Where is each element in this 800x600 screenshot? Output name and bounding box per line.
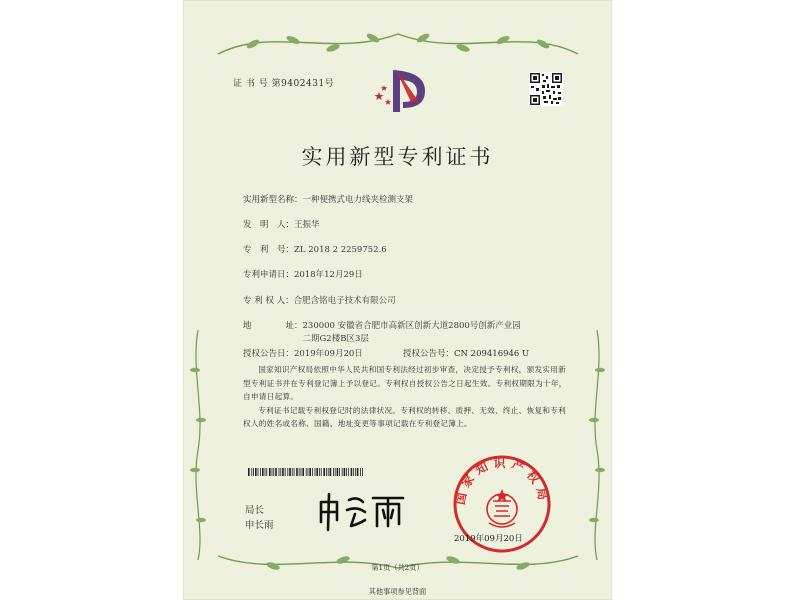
address-line-1: 230000 安徽省合肥市高新区创新大道2800号创新产业园 bbox=[302, 321, 521, 331]
field-label: 授权公告日： bbox=[243, 349, 295, 359]
patent-number-value: ZL 2018 2 2259752.6 bbox=[294, 245, 387, 255]
barcode bbox=[248, 468, 363, 476]
vine-border-top bbox=[213, 24, 583, 60]
filing-date-field bbox=[243, 268, 363, 280]
seal-date: 2019年09月20日 bbox=[454, 534, 523, 544]
publication-number-value: CN 209416946 U bbox=[454, 349, 530, 359]
handwritten-signature bbox=[313, 490, 408, 532]
vine-border-right bbox=[588, 330, 606, 560]
address-field bbox=[243, 320, 521, 346]
certificate-number: 证 书 号 第9402431号 bbox=[233, 79, 335, 89]
utility-model-name-value: 一种便携式电力线夹检测支架 bbox=[302, 195, 414, 205]
signatory-block bbox=[245, 503, 274, 533]
patent-number-field bbox=[243, 243, 387, 255]
field-label: 发 明 人： bbox=[243, 220, 295, 230]
signatory-name: 申长雨 bbox=[245, 520, 274, 531]
cnipa-logo-icon bbox=[373, 62, 429, 118]
patentee-value: 合肥含铭电子技术有限公司 bbox=[293, 296, 396, 306]
field-label: 地 址： bbox=[243, 321, 303, 331]
field-label: 专 利 号： bbox=[243, 245, 295, 255]
inventor-field bbox=[243, 218, 320, 230]
utility-model-name-field bbox=[243, 193, 413, 205]
certificate-page bbox=[183, 0, 612, 600]
certificate-title: 实用新型专利证书 bbox=[301, 145, 494, 169]
certificate-body-text bbox=[243, 363, 573, 431]
filing-date-value: 2018年12月29日 bbox=[294, 270, 363, 280]
field-label: 专利申请日： bbox=[243, 270, 295, 280]
vine-border-left bbox=[189, 330, 207, 560]
field-label: 专 利 权 人： bbox=[243, 296, 294, 306]
page-indicator: 第1页（共2页） bbox=[371, 563, 424, 572]
grant-date-field bbox=[243, 347, 363, 359]
field-label: 实用新型名称： bbox=[243, 195, 303, 205]
paragraph-grant-notice: 国家知识产权局依照中华人民共和国专利法经过初步审查，决定授予专利权，颁发实用新型专利证书并在专利登记簿上予以登记。专利权自授权公告之日起生效。专利权期限为十年，自申请日起算。 bbox=[243, 365, 567, 401]
inventor-value: 王振华 bbox=[294, 220, 320, 230]
svg-text:国家知识产权局: 国家知识产权局 bbox=[453, 456, 551, 506]
patentee-field bbox=[243, 294, 396, 306]
footer-note: 其他事项参见背面 bbox=[368, 587, 427, 596]
qr-code bbox=[529, 72, 563, 106]
paragraph-legal-status: 专利证书记载专利权登记时的法律状况。专利权的转移、质押、无效、终止、恢复和专利权人的姓名或名称、国籍、地址变更等事项记载在专利登记簿上。 bbox=[243, 405, 567, 428]
address-line-2: 二期G2楼B区3层 bbox=[302, 334, 369, 344]
address-value bbox=[303, 320, 521, 346]
grant-date-value: 2019年09月20日 bbox=[294, 349, 363, 359]
field-label: 授权公告号： bbox=[403, 349, 455, 359]
publication-number-field bbox=[403, 347, 529, 359]
signatory-title: 局长 bbox=[245, 505, 265, 516]
